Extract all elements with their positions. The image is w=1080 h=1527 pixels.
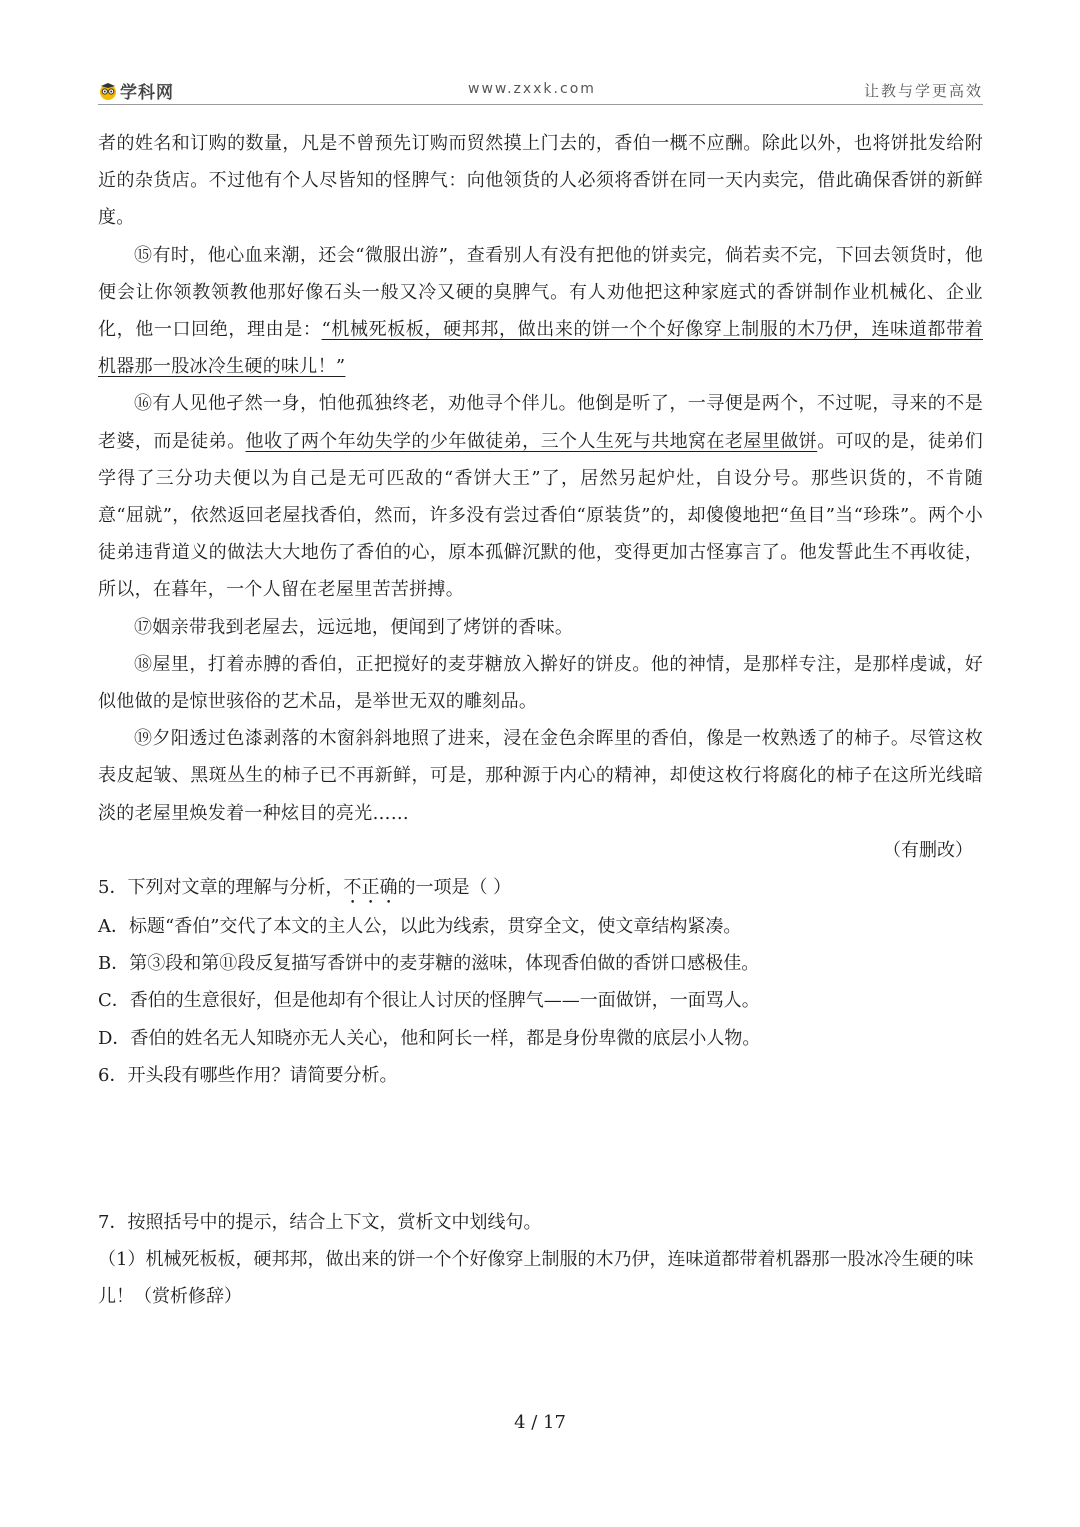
revision-note: （有删改） (883, 839, 973, 861)
passage-paragraph-continued: 者的姓名和订购的数量，凡是不曾预先订购而贸然摸上门去的，香伯一概不应酬。除此以外，也将饼批发给附近的杂货店。不过他有个人尽皆知的怪脾气：向他领货的人必须将香饼在同一天内卖完，借此确保香饼的新鲜度。 (98, 133, 983, 229)
underlined-sentence-1: “机械死板板，硬邦邦，做出来的饼一个个好像穿上制服的木乃伊，连味道都带着机器那一股冰冷生硬的味儿！” (98, 319, 983, 378)
question-7-part-1: （1）机械死板板，硬邦邦，做出来的饼一个个好像穿上制服的木乃伊，连味道都带着机器那一股冰冷生硬的味儿！（赏析修辞） (98, 1249, 974, 1308)
question-6: 6．开头段有哪些作用？请简要分析。 (98, 1064, 398, 1086)
question-5 (98, 869, 983, 908)
site-url: www.zxxk.com (468, 81, 596, 97)
underlined-sentence-2: 他收了两个年幼失学的少年做徒弟，三个人生死与共地窝在老屋里做饼 (245, 430, 818, 452)
logo (98, 78, 174, 103)
page-header (98, 78, 983, 105)
answer-space (98, 1094, 983, 1204)
paragraph-16-text-end: 。可叹的是，徒弟们学得了三分功夫便以为自己是无可匹敌的“香饼大王”了，居然另起炉灶，自设分号。那些识货的，不肯随意“屈就”，依然返回老屋找香伯，然而，许多没有尝过香伯“原装货”的，却傻傻地把“鱼目”当“珍珠”。两个小徒弟违背道义的做法大大地伤了香伯的心，原本孤僻沉默的他，变得更加古怪寡言了。他发誓此生不再收徒，所以，在暮年，一个人留在老屋里苦苦拼搏。 (98, 430, 984, 601)
question-5-emphasis: 不正确 (343, 877, 398, 899)
logo-text: 学科网 (120, 83, 174, 103)
paragraph-16-text-start: ⑯有人见他孑然一身，怕他孤独终老，劝他寻个伴儿。他倒是听了，一寻便是两个，不过呢，寻来的不是老婆，而是徒弟。 (98, 393, 983, 452)
question-5-option-c: C．香伯的生意很好，但是他却有个很让人讨厌的怪脾气——一面做饼，一面骂人。 (98, 990, 760, 1012)
paragraph-15-text: ⑮有时，他心血来潮，还会“微服出游”，查看别人有没有把他的饼卖完，倘若卖不完，下回去领货时，他便会让你领教领教他那好像石头一般又冷又硬的臭脾气。有人劝他把这种家庭式的香饼制作业机械化、企业化，他一口回绝，理由是： (98, 244, 983, 341)
passage-paragraph-19: ⑲夕阳透过色漆剥落的木窗斜斜地照了进来，浸在金色余晖里的香伯，像是一枚熟透了的柿子。尽管这枚表皮起皱、黑斑丛生的柿子已不再新鲜，可是，那种源于内心的精神，却使这枚行将腐化的柿子在这所光线暗淡的老屋里焕发着一种炫目的亮光…… (98, 728, 983, 824)
page-number: 4 / 17 (514, 1412, 566, 1433)
passage-paragraph-17: ⑰姻亲带我到老屋去，远远地，便闻到了烤饼的香味。 (134, 616, 574, 638)
passage-paragraph-18: ⑱屋里，打着赤膊的香伯，正把搅好的麦芽糖放入擀好的饼皮。他的神情，是那样专注，是那样虔诚，好似他做的是惊世骇俗的艺术品，是举世无双的雕刻品。 (98, 653, 983, 713)
question-5-option-a: A．标题“香伯”交代了本文的主人公，以此为线索，贯穿全文，使文章结构紧凑。 (98, 916, 742, 938)
question-5-option-b: B．第③段和第⑪段反复描写香饼中的麦芽糖的滋味，体现香伯做的香饼口感极佳。 (98, 953, 760, 975)
passage-paragraph-16 (98, 385, 983, 608)
document-body (98, 125, 983, 1316)
passage-paragraph-15 (98, 237, 983, 386)
question-7: 7．按照括号中的提示，结合上下文，赏析文中划线句。 (98, 1212, 542, 1234)
owl-logo-icon (98, 81, 118, 101)
question-5-prefix: 5．下列对文章的理解与分析， (98, 877, 344, 899)
question-5-suffix: 的一项是（ ） (397, 877, 512, 899)
question-5-option-d: D．香伯的姓名无人知晓亦无人关心，他和阿长一样，都是身份卑微的底层小人物。 (98, 1027, 761, 1049)
slogan: 让教与学更高效 (863, 82, 983, 100)
